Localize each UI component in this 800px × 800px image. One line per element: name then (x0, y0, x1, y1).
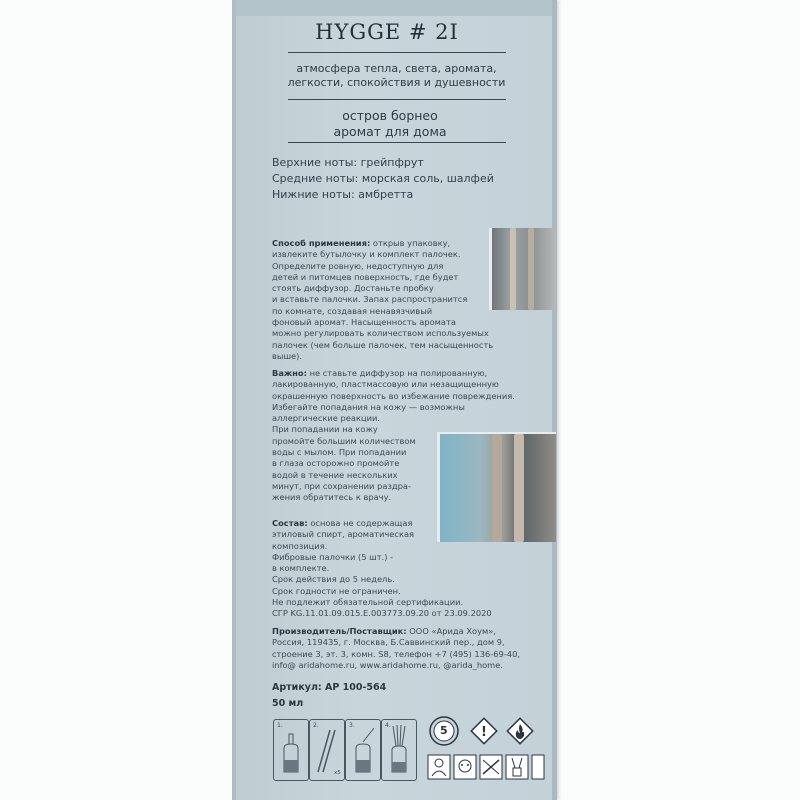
manufacturer-line: info@ aridahome.ru, www.aridahome.ru, @arida_home. (272, 659, 503, 670)
warning-line: промойте большим количеством (272, 435, 416, 446)
composition-line: Срок годности не ограничен. (272, 585, 401, 596)
svg-text:!: ! (481, 725, 487, 740)
recycle-mark-icon (531, 754, 545, 780)
hazard-flame-icon (505, 716, 535, 746)
warning-line: минут, при сохранении раздра- (272, 480, 411, 491)
manufacturer-text (272, 626, 520, 671)
usage-line: Определите ровную, недоступную для (272, 260, 444, 271)
warning-line: в глаза осторожно промойте (272, 458, 400, 469)
warning-label: Важно: (272, 368, 307, 378)
composition-line: Срок действия до 5 недель. (272, 574, 395, 585)
step-1 (273, 719, 309, 781)
product-name (300, 108, 480, 140)
step-4 (381, 719, 417, 781)
warning-line: окрашенную поверхность во избежание повреждения. (272, 390, 515, 401)
warning-line: Избегайте попадания на кожу — возможны (272, 401, 465, 412)
step-number: 1. (277, 722, 283, 729)
usage-line: фоновый аромат. Насыщенность аромата (272, 317, 456, 328)
usage-label: Способ применения: (272, 238, 371, 248)
usage-instructions (272, 238, 493, 362)
composition-line: основа не содержащая (307, 518, 413, 528)
reed-stick (528, 228, 534, 310)
composition-line: композиция. (272, 540, 328, 551)
reed-stick (510, 228, 516, 310)
composition-line: этиловый спирт, ароматическая (272, 529, 415, 540)
stick-count: x5 (334, 770, 341, 776)
warning-line: воды с мылом. При попадании (272, 447, 407, 458)
package-top-edge (232, 0, 557, 16)
manufacturer-line: строение 3, эт. 3, комн. S8, телефон +7 (495) 136-69-40, (272, 648, 521, 659)
warning-line: аллергические реакции. (272, 413, 381, 424)
composition-line: СГР KG.11.01.09.015.Е.003773.09.20 от 23.09.2020 (272, 608, 492, 619)
keep-from-pets-icon (453, 754, 477, 780)
product-title: HYGGE # 2I (315, 20, 459, 44)
usage-line: по комнате, создавая ненавязчивый (272, 305, 433, 316)
article-number: Артикул: AP 100-564 (272, 682, 387, 693)
step-number: 2. (313, 722, 319, 729)
title-divider (288, 52, 506, 53)
warning-text (272, 368, 515, 504)
usage-line: палочек (чем больше палочек, тем насыщенность (272, 339, 494, 350)
warning-line: При попадании на кожу (272, 424, 378, 435)
usage-steps-diagram (273, 719, 418, 783)
step-3 (345, 719, 381, 781)
name-divider (288, 142, 506, 143)
manufacturer-line: Россия, 119435, г. Москва, Б.Саввинский пер., дом 9, (272, 637, 505, 648)
fragrance-notes (272, 155, 502, 203)
manufacturer-label: Производитель/Поставщик: (272, 626, 407, 636)
usage-line: открыв упаковку, (370, 238, 451, 248)
reed-window-top (489, 228, 556, 310)
no-spill-surface-icon (479, 754, 503, 780)
tagline (284, 62, 509, 90)
diffuser-reeds-icon (505, 754, 529, 780)
usage-line: можно регулировать количеством используемых (272, 328, 489, 339)
keep-from-children-icon (427, 754, 451, 780)
package-right-edge (552, 0, 557, 800)
composition-line: Фибровые палочки (5 шт.) - (272, 551, 394, 562)
composition-text (272, 518, 492, 620)
reed-stick (514, 434, 524, 542)
middle-notes: Средние ноты: морская соль, шалфей (272, 172, 494, 185)
warning-line: не ставьте диффузор на полированную, (306, 368, 488, 378)
weeks-number: 5 (440, 724, 448, 737)
volume: 50 мл (272, 698, 304, 709)
warning-line: водой в течение нескольких (272, 469, 398, 480)
hazard-exclamation-icon (469, 716, 499, 746)
package-left-edge (232, 0, 236, 800)
usage-line: выше). (272, 350, 303, 361)
tagline-divider (288, 99, 506, 100)
composition-line: Не подлежит обязательной сертификации. (272, 597, 464, 608)
bottle-closed-icon (274, 720, 308, 780)
bottle-open-icon (346, 720, 380, 780)
scent-name: остров борнео (342, 108, 438, 123)
step-number: 4. (385, 722, 391, 729)
diffuser-assembled-icon (382, 720, 416, 780)
base-notes: Нижние ноты: амбретта (272, 188, 414, 201)
warning-line: жения обратитесь к врачу. (272, 492, 392, 503)
composition-line: в комплекте. (272, 563, 330, 574)
safety-pictograms (425, 714, 550, 786)
usage-line: и вставьте палочки. Запах распространится (272, 294, 468, 305)
composition-label: Состав: (272, 518, 308, 528)
step-number: 3. (349, 722, 355, 729)
usage-line: извлеките бутылочку и комплект палочек. (272, 249, 461, 260)
tagline-line: атмосфера тепла, света, аромата, (296, 62, 497, 75)
usage-line: стоять диффузор. Достаньте пробку (272, 283, 434, 294)
top-notes: Верхние ноты: грейпфрут (272, 156, 424, 169)
product-type: аромат для дома (333, 124, 447, 139)
warning-line: лакированную, пластмассовую или незащищенную (272, 379, 499, 390)
usage-line: детей и питомцев поверхность, где будет (272, 271, 459, 282)
manufacturer-line: ООО «Арида Хоум», (406, 626, 497, 636)
step-2 (309, 719, 345, 781)
tagline-line: легкости, спокойствия и душевности (287, 76, 506, 89)
